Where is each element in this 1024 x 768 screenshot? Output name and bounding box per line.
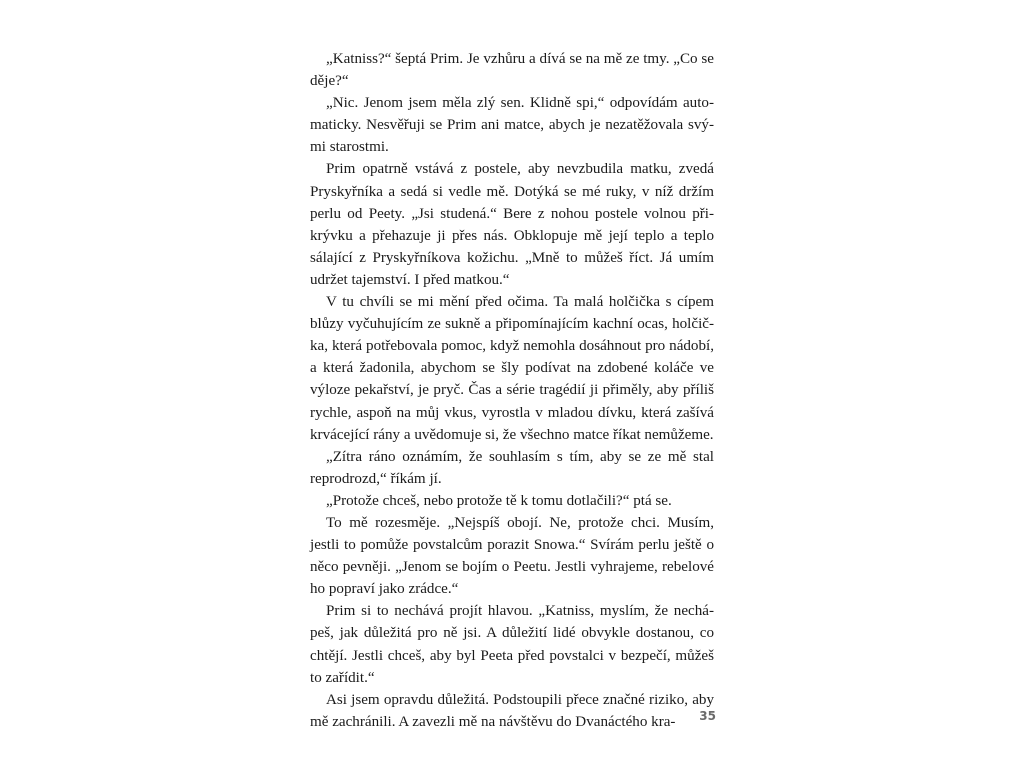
- page-number: 35: [699, 709, 716, 723]
- paragraph: Asi jsem opravdu důležitá. Podstoupili přece značné riziko, aby mě zachránili. A zavezli mě na návštěvu do Dvanáctého kra-: [310, 691, 714, 730]
- paragraph: „Zítra ráno oznámím, že souhlasím s tím, aby se ze mě stal reprodrozd,“ říkám jí.: [310, 448, 714, 487]
- paragraph: To mě rozesměje. „Nejspíš obojí. Ne, protože chci. Musím, jestli to pomůže povstalcům porazit Snowa.“ Svírám perlu ještě o něco pevněji. „Jenom se bojím o Peetu. Jestli vyhrajeme, rebelové ho popraví jako zrádce.“: [310, 514, 714, 598]
- paragraph: V tu chvíli se mi mění před očima. Ta malá holčička s cípem blůzy vyčuhujícím ze sukně a připomínajícím kachní ocas, holčička, která potřebovala pomoc, když nemohla dosáhnout pro nádobí, a která žadonila, abychom se šly podívat na zdobené koláče ve výloze pekařství, je pryč. Čas a série tragédií ji přiměly, aby příliš rychle, aspoň na můj vkus, vyrostla v mladou dívku, která zašívá krvácející rány a uvědomuje si, že všechno matce říkat nemůžeme.: [310, 294, 714, 443]
- page-text: [310, 48, 714, 733]
- paragraph: „Katniss?“ šeptá Prim. Je vzhůru a dívá se na mě ze tmy. „Co se děje?“: [310, 51, 714, 90]
- paragraph: Prim opatrně vstává z postele, aby nevzbudila matku, zvedá Pryskyřníka a sedá si vedle mě. Dotýká se mé ruky, v níž držím perlu od Peety. „Jsi studená.“ Bere z nohou postele volnou přikrývku a přehazuje ji přes nás. Obklopuje mě její teplo a teplo sálající z Pryskyřníkova kožichu. „Mně to můžeš říct. Já umím udržet tajemství. I před matkou.“: [310, 161, 714, 288]
- paragraph: „Protože chceš, nebo protože tě k tomu dotlačili?“ ptá se.: [326, 492, 672, 509]
- paragraph: Prim si to nechává projít hlavou. „Katniss, myslím, že nechápeš, jak důležitá pro ně jsi. A důležití lidé obvykle dostanou, co chtějí. Jestli chceš, aby byl Peeta před povstalci v bezpečí, můžeš to zařídit.“: [310, 603, 714, 686]
- paragraph: „Nic. Jenom jsem měla zlý sen. Klidně spi,“ odpovídám automaticky. Nesvěřuji se Prim ani matce, abych je nezatěžovala svými starostmi.: [310, 95, 714, 156]
